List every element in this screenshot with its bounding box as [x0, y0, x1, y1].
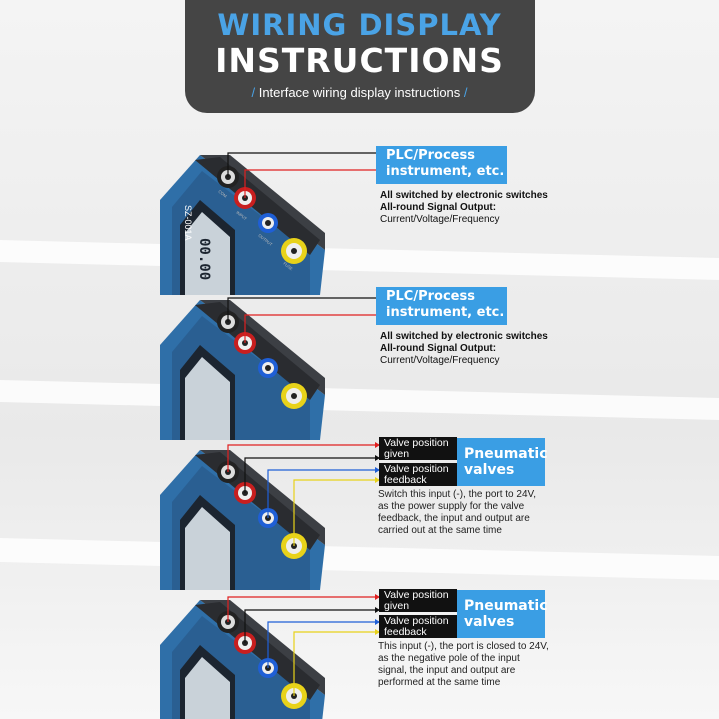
device-model-label: SZ-001A — [183, 205, 193, 241]
panel4-target-line1: Pneumatic — [464, 598, 548, 614]
panel3-feedback-line1: Valve position — [384, 463, 449, 475]
panel3-feedback-line2: feedback — [384, 474, 427, 486]
panel4-given-line1: Valve position — [384, 589, 449, 601]
panel4-desc-line2: as the negative pole of the input — [378, 653, 520, 664]
panel4-desc-line4: performed at the same time — [378, 677, 501, 688]
subtitle-slash-left: / — [251, 85, 259, 100]
device-port-label-output: OUTPUT — [257, 232, 274, 247]
panel2-note-line1: All switched by electronic switches — [380, 331, 548, 342]
panel3-desc-line4: carried out at the same time — [378, 525, 502, 536]
panel1-target-line1: PLC/Process — [386, 148, 475, 163]
panel3-desc-line2: as the power supply for the valve — [378, 501, 525, 512]
panel4-feedback-line1: Valve position — [384, 615, 449, 627]
panel2-target-line1: PLC/Process — [386, 289, 475, 304]
panel3-desc-line3: feedback, the input and output are — [378, 513, 530, 524]
title-line-1: WIRING DISPLAY — [217, 8, 502, 42]
panel2-target-line2: instrument, etc. — [386, 305, 505, 320]
panel3-target-line1: Pneumatic — [464, 446, 548, 462]
panel4-target-line2: valves — [464, 614, 515, 630]
panel3-given-line2: given — [384, 448, 410, 460]
subtitle-text: Interface wiring display instructions — [258, 85, 461, 100]
device-lcd-reading: 00.00 — [196, 238, 212, 281]
device-port-label-input: INPUT — [235, 209, 248, 222]
panel1-note-line3: Current/Voltage/Frequency — [380, 214, 500, 225]
panel3-target-line2: valves — [464, 462, 515, 478]
panel4-desc-line1: This input (-), the port is closed to 24V, — [378, 641, 549, 652]
panel1-note-line2: All-round Signal Output: — [380, 202, 497, 213]
panel3-desc-line1: Switch this input (-), the port to 24V, — [378, 489, 537, 500]
panel4-given-line2: given — [384, 600, 410, 612]
panel2-note-line3: Current/Voltage/Frequency — [380, 355, 500, 366]
device-port-label-com: COM — [217, 188, 228, 199]
title-line-2: INSTRUCTIONS — [215, 41, 504, 80]
panel1-note-line1: All switched by electronic switches — [380, 190, 548, 201]
panel2-note-line2: All-round Signal Output: — [380, 343, 497, 354]
panel1-target-line2: instrument, etc. — [386, 164, 505, 179]
panel3-given-line1: Valve position — [384, 437, 449, 449]
subtitle-slash-right: / — [460, 85, 468, 100]
panel4-feedback-line2: feedback — [384, 626, 427, 638]
device-port-label-fuse: FUSE — [282, 260, 294, 272]
panel4-desc-line3: signal, the input and output are — [378, 665, 516, 676]
